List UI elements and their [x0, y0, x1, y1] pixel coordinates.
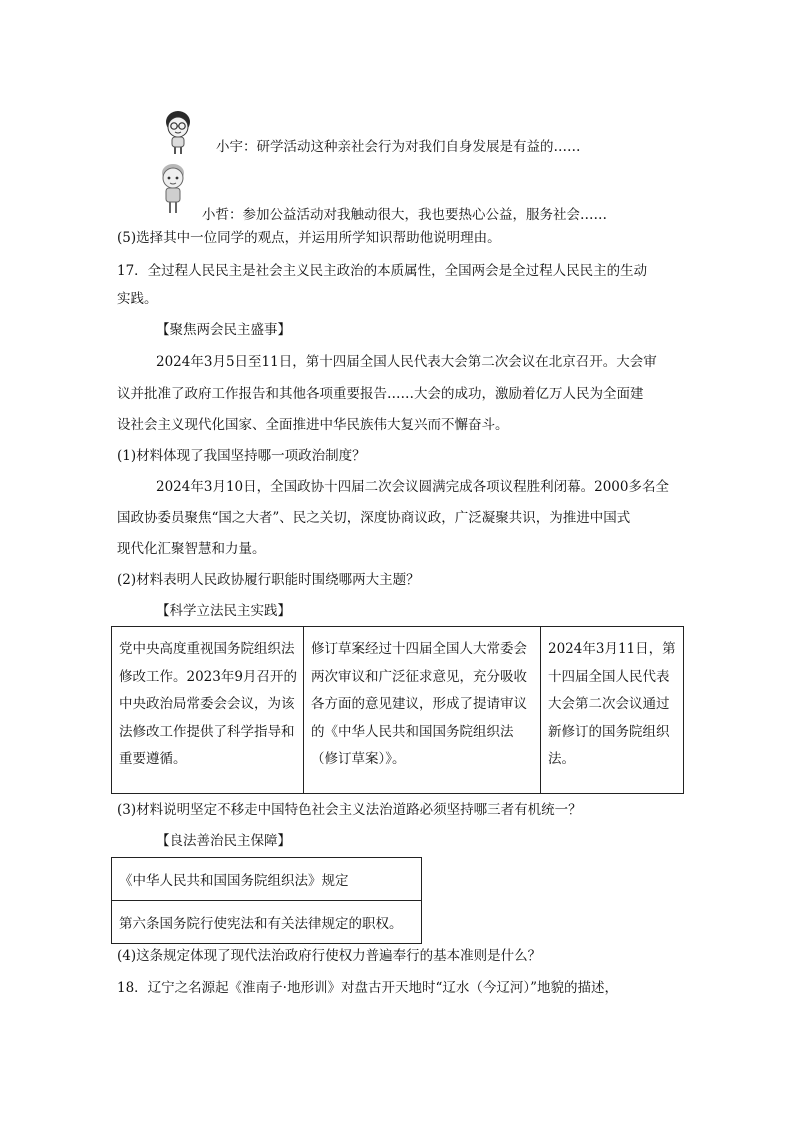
section-heading-1: 【聚焦两会民主盛事】: [156, 322, 291, 338]
question-17-3: (3)材料说明坚定不移走中国特色社会主义法治道路必须坚持哪三者有机统一？: [117, 802, 582, 818]
table-cell: 《中华人民共和国国务院组织法》规定: [112, 858, 422, 901]
girl-avatar-icon: [156, 161, 190, 215]
table-cell: 2024年3月11日，第十四届全国人民代表大会第二次会议通过新修订的国务院组织法。: [541, 627, 684, 794]
question-17-intro: 17．全过程人民民主是社会主义民主政治的本质属性，全国两会是全过程人民民主的生动: [117, 263, 648, 279]
question-17-intro-cont: 实践。: [117, 291, 158, 307]
table-row: [112, 858, 422, 901]
question-18-intro: 18．辽宁之名源起《淮南子·地形训》对盘古开天地时“辽水（今辽河）”地貌的描述，: [117, 980, 619, 996]
question-17-1: (1)材料体现了我国坚持哪一项政治制度？: [117, 448, 366, 464]
material-2-line1: 2024年3月10日，全国政协十四届二次会议圆满完成各项议程胜利闭幕。2000多名全: [156, 479, 669, 495]
law-provision-table: [111, 857, 422, 944]
question-16-5: (5)选择其中一位同学的观点，并运用所学知识帮助他说明理由。: [117, 230, 501, 246]
legislation-process-table: [111, 626, 684, 794]
table-cell: 第六条国务院行使宪法和有关法律规定的职权。: [112, 901, 422, 944]
material-2-line2: 国政协委员聚焦“国之大者”、民之关切，深度协商议政，广泛凝聚共识，为推进中国式: [117, 510, 631, 526]
question-17-4: (4)这条规定体现了现代法治政府行使权力普遍奉行的基本准则是什么？: [117, 948, 542, 964]
dialogue-xiaoyu: 小宇：研学活动这种亲社会行为对我们自身发展是有益的……: [216, 139, 581, 155]
dialogue-xiaozhe: 小哲：参加公益活动对我触动很大，我也要热心公益，服务社会……: [202, 207, 607, 223]
material-1-line3: 设社会主义现代化国家、全面推进中华民族伟大复兴而不懈奋斗。: [117, 417, 509, 433]
question-17-2: (2)材料表明人民政协履行职能时围绕哪两大主题？: [117, 572, 420, 588]
material-2-line3: 现代化汇聚智慧和力量。: [117, 541, 266, 557]
boy-avatar-icon: [160, 108, 196, 156]
section-heading-2: 【科学立法民主实践】: [156, 603, 291, 619]
table-row: [112, 901, 422, 944]
section-heading-3: 【良法善治民主保障】: [156, 833, 291, 849]
table-row: [112, 627, 684, 794]
material-1-line1: 2024年3月5日至11日，第十四届全国人民代表大会第二次会议在北京召开。大会审: [156, 354, 657, 370]
table-cell: 修订草案经过十四届全国人大常委会两次审议和广泛征求意见，充分吸收各方面的意见建议，形成了提请审议的《中华人民共和国国务院组织法（修订草案）》。: [304, 627, 541, 794]
material-1-line2: 议并批准了政府工作报告和其他各项重要报告……大会的成功，激励着亿万人民为全面建: [117, 386, 644, 402]
table-cell: 党中央高度重视国务院组织法修改工作。2023年9月召开的中央政治局常委会会议，为该法修改工作提供了科学指导和重要遵循。: [112, 627, 304, 794]
